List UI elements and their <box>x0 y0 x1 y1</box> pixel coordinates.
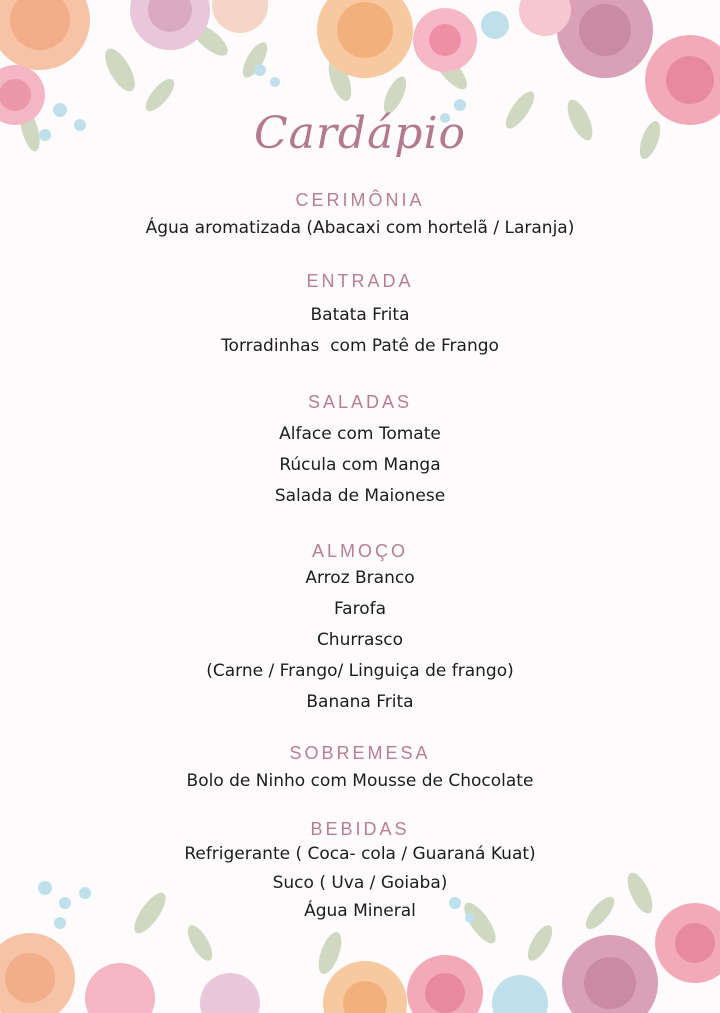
floral-border-bottom <box>0 853 720 1013</box>
menu-title: Cardápio <box>253 108 467 159</box>
section-heading-bebidas: BEBIDAS <box>310 819 410 839</box>
section-heading-entrada: ENTRADA <box>306 271 414 291</box>
menu-item: Farofa <box>333 599 387 619</box>
menu-item: Suco ( Uva / Goiaba) <box>272 873 448 893</box>
menu-item: Bolo de Ninho com Mousse de Chocolate <box>186 771 534 791</box>
menu-item: Arroz Branco <box>305 568 415 588</box>
menu-item: Água aromatizada (Abacaxi com hortelã / Laranja) <box>145 218 575 238</box>
menu-item: Banana Frita <box>306 692 414 712</box>
menu-item: Churrasco <box>316 630 404 650</box>
menu-item: Batata Frita <box>310 305 410 325</box>
menu-item: Torradinhas com Patê de Frango <box>221 336 499 356</box>
section-heading-almoco: ALMOÇO <box>311 541 408 561</box>
section-heading-cerimonia: CERIMÔNIA <box>295 190 425 210</box>
section-heading-saladas: SALADAS <box>307 392 413 412</box>
menu-item: Alface com Tomate <box>279 424 441 444</box>
flower-decoration-icon <box>0 853 720 1013</box>
menu-item: (Carne / Frango/ Linguiça de frango) <box>206 661 514 681</box>
menu-item: Água Mineral <box>304 901 416 921</box>
menu-item: Salada de Maionese <box>274 486 446 506</box>
section-heading-sobremesa: SOBREMESA <box>289 743 431 763</box>
menu-item: Rúcula com Manga <box>279 455 441 475</box>
menu-item: Refrigerante ( Coca- cola / Guaraná Kuat) <box>184 844 536 864</box>
